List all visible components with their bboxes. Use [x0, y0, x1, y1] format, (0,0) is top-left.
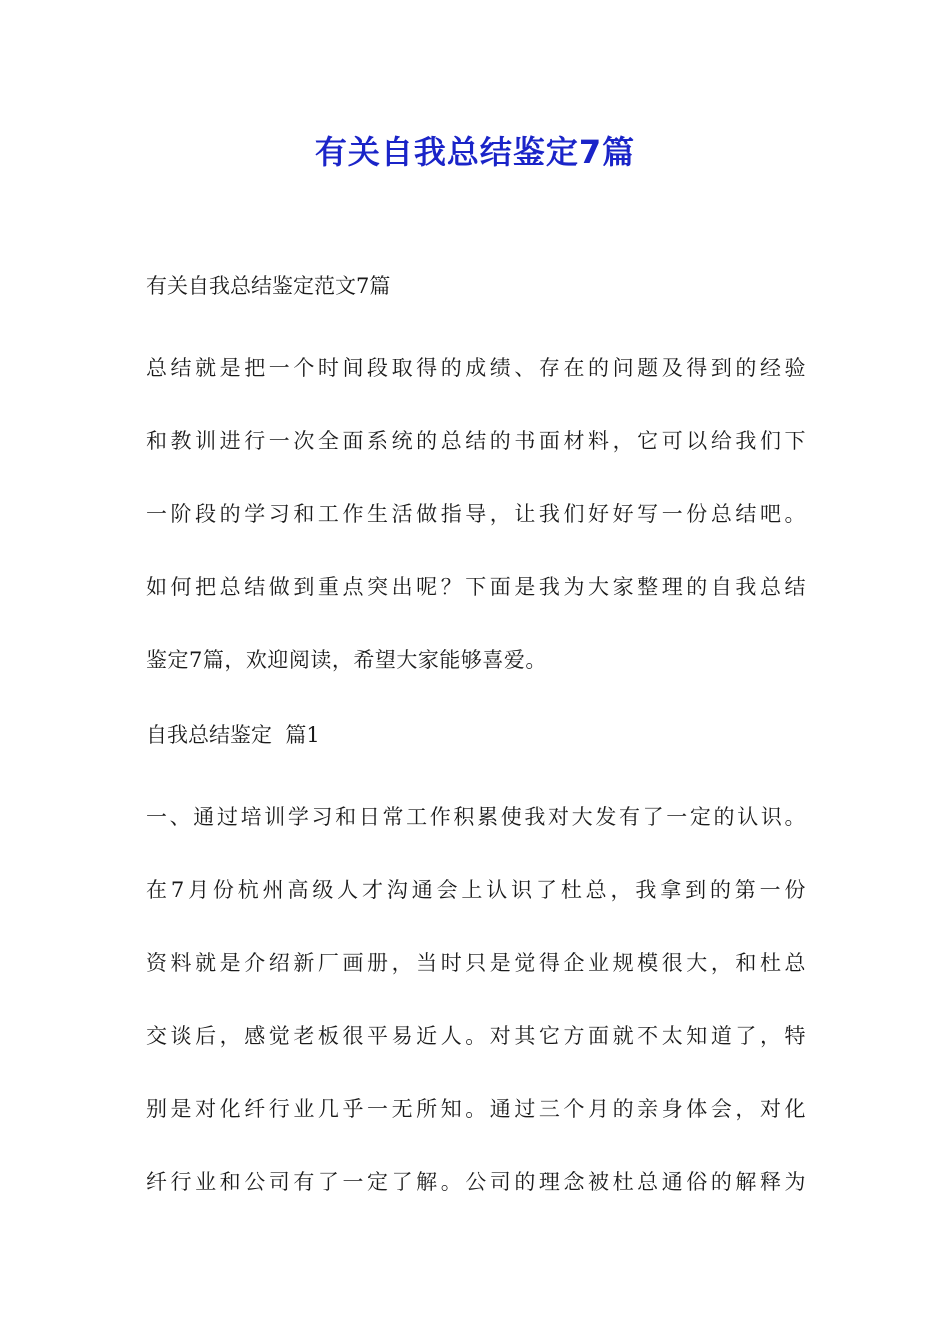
intro-line: 鉴定7篇，欢迎阅读，希望大家能够喜爱。: [146, 648, 547, 672]
body-line: 纤行业和公司有了一定了解。公司的理念被杜总通俗的解释为: [146, 1170, 806, 1194]
body-paragraph: [146, 781, 806, 1219]
intro-line: 总结就是把一个时间段取得的成绩、存在的问题及得到的经验: [146, 356, 806, 380]
page-title: 有关自我总结鉴定7篇: [314, 133, 636, 171]
body-line: 在7月份杭州高级人才沟通会上认识了杜总，我拿到的第一份: [146, 878, 806, 902]
intro-line: 一阶段的学习和工作生活做指导，让我们好好写一份总结吧。: [146, 502, 806, 526]
body-line: 一、通过培训学习和日常工作积累使我对大发有了一定的认识。: [146, 805, 806, 829]
intro-paragraph: [146, 332, 806, 697]
intro-line: 和教训进行一次全面系统的总结的书面材料，它可以给我们下: [146, 429, 806, 453]
document-body: [146, 262, 806, 1233]
body-line: 别是对化纤行业几乎一无所知。通过三个月的亲身体会，对化: [146, 1097, 806, 1121]
document-subtitle: 有关自我总结鉴定范文7篇: [146, 274, 391, 298]
body-line: 交谈后，感觉老板很平易近人。对其它方面就不太知道了，特: [146, 1024, 806, 1048]
body-line: 资料就是介绍新厂画册，当时只是觉得企业规模很大，和杜总: [146, 951, 806, 975]
intro-line: 如何把总结做到重点突出呢？下面是我为大家整理的自我总结: [146, 575, 806, 599]
section-heading: 自我总结鉴定 篇1: [146, 723, 320, 747]
